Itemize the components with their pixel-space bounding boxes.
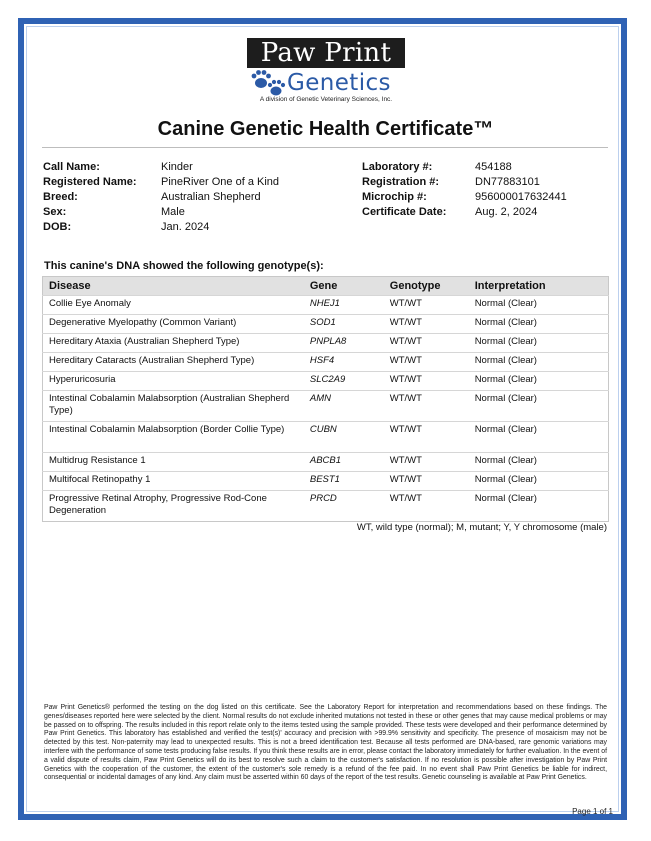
gene-cell: BEST1 <box>304 472 384 491</box>
table-row <box>43 453 609 472</box>
genotype-cell: WT/WT <box>384 296 469 315</box>
genotype-cell: WT/WT <box>384 422 469 453</box>
table-row <box>43 372 609 391</box>
table-row <box>43 391 609 422</box>
page-number: Page 1 of 1 <box>572 807 613 816</box>
logo-wordmark-bottom: Genetics <box>287 70 391 96</box>
genotype-cell: WT/WT <box>384 315 469 334</box>
sex-label: Sex: <box>43 206 67 218</box>
gene-cell: AMN <box>304 391 384 422</box>
genotype-legend: WT, wild type (normal); M, mutant; Y, Y chromosome (male) <box>356 522 607 533</box>
laboratory-row <box>362 160 567 175</box>
registration-label: Registration #: <box>362 176 440 188</box>
header-gene: Gene <box>304 277 384 296</box>
registration-value: DN77883101 <box>475 176 540 188</box>
microchip-value: 956000017632441 <box>475 191 567 203</box>
table-header-row <box>43 277 609 296</box>
header-interpretation: Interpretation <box>469 277 609 296</box>
interpretation-cell: Normal (Clear) <box>469 334 609 353</box>
dog-info <box>43 160 279 235</box>
gene-cell: SLC2A9 <box>304 372 384 391</box>
breed-label: Breed: <box>43 191 78 203</box>
disclaimer-text: Paw Print Genetics® performed the testing on the dog listed on this certificate. See the Laboratory Report for interpretation and recommendations based on these findings. The genes/diseases reported here were selected by the client. Normal results do not exclude inherited mutations not tested in these or other genes that may cause medical problems or may be passed on to offspring. The results included in this report relate only to the items tested using the sample provided. These tests were developed and their performance determined by Paw Print Genetics. This laboratory has established and verified the test(s)' accuracy and precision with >99.9% sensitivity and specificity. The presence of mosaicism may not be detected by this test. Non-paternity may lead to unexpected results. This is not a breed identification test. Because all tests performed are DNA-based, rare genomic variations may interfere with the performance of some tests producing false results. If you think these results are in error, please contact the laboratory immediately for further evaluation. In the event of a valid dispute of results claim, Paw Print Genetics will do its best to resolve such a claim to the customer's satisfaction. If no resolution is possible after investigation by Paw Print Genetics with the cooperation of the customer, the extent of the customer's sole remedy is a refund of the fee paid. In no event shall Paw Print Genetics be liable for indirect, consequential or incidental damages of any kind. Any claim must be asserted within 60 days of the report of the test results. Genetic counseling is available at Paw Print Genetics. <box>44 704 607 782</box>
genotype-cell: WT/WT <box>384 491 469 522</box>
interpretation-cell: Normal (Clear) <box>469 296 609 315</box>
sex-value: Male <box>161 206 185 218</box>
certificate-date-value: Aug. 2, 2024 <box>475 206 538 218</box>
header-disease: Disease <box>43 277 304 296</box>
disease-cell: Degenerative Myelopathy (Common Variant) <box>43 315 304 334</box>
registered-name-value: PineRiver One of a Kind <box>161 176 280 188</box>
table-row <box>43 422 609 453</box>
header-genotype: Genotype <box>384 277 469 296</box>
laboratory-value: 454188 <box>475 161 512 173</box>
registered-name-label: Registered Name: <box>43 176 137 188</box>
table-row <box>43 315 609 334</box>
call-name-value: Kinder <box>161 161 193 173</box>
dob-label: DOB: <box>43 221 72 233</box>
dob-value: Jan. 2024 <box>161 221 210 233</box>
logo <box>247 38 405 106</box>
interpretation-cell: Normal (Clear) <box>469 372 609 391</box>
interpretation-cell: Normal (Clear) <box>469 391 609 422</box>
interpretation-cell: Normal (Clear) <box>469 472 609 491</box>
gene-cell: PNPLA8 <box>304 334 384 353</box>
certificate-title: Canine Genetic Health Certificate™ <box>157 118 494 140</box>
microchip-row <box>362 190 567 205</box>
call-name-row <box>43 160 279 175</box>
interpretation-cell: Normal (Clear) <box>469 422 609 453</box>
registered-name-row <box>43 175 279 190</box>
breed-value: Australian Shepherd <box>161 191 261 203</box>
certificate-date-row <box>362 205 567 220</box>
laboratory-label: Laboratory #: <box>362 161 433 173</box>
gene-cell: NHEJ1 <box>304 296 384 315</box>
dob-row <box>43 220 279 235</box>
disease-cell: Hyperuricosuria <box>43 372 304 391</box>
disease-cell: Hereditary Ataxia (Australian Shepherd Type) <box>43 334 304 353</box>
genotype-cell: WT/WT <box>384 372 469 391</box>
results-heading: This canine's DNA showed the following genotype(s): <box>44 260 324 272</box>
call-name-label: Call Name: <box>43 161 100 173</box>
genotype-cell: WT/WT <box>384 353 469 372</box>
genotype-cell: WT/WT <box>384 453 469 472</box>
logo-wordmark-top: Paw Print <box>247 38 405 68</box>
microchip-label: Microchip #: <box>362 191 427 203</box>
disease-cell: Multidrug Resistance 1 <box>43 453 304 472</box>
genotype-cell: WT/WT <box>384 472 469 491</box>
table-row <box>43 334 609 353</box>
gene-cell: HSF4 <box>304 353 384 372</box>
disease-cell: Hereditary Cataracts (Australian Shepherd Type) <box>43 353 304 372</box>
table-row <box>43 296 609 315</box>
gene-cell: PRCD <box>304 491 384 522</box>
sex-row <box>43 205 279 220</box>
disease-cell: Progressive Retinal Atrophy, Progressive Rod-Cone Degeneration <box>43 491 304 522</box>
certificate-date-label: Certificate Date: <box>362 206 447 218</box>
lab-info <box>362 160 567 220</box>
table-row <box>43 491 609 522</box>
breed-row <box>43 190 279 205</box>
gene-cell: ABCB1 <box>304 453 384 472</box>
table-row <box>43 472 609 491</box>
interpretation-cell: Normal (Clear) <box>469 353 609 372</box>
title-divider <box>42 147 608 148</box>
genotype-table <box>42 276 609 522</box>
paw-prints-icon <box>249 67 289 99</box>
registration-row <box>362 175 567 190</box>
genotype-cell: WT/WT <box>384 334 469 353</box>
disease-cell: Multifocal Retinopathy 1 <box>43 472 304 491</box>
genotype-cell: WT/WT <box>384 391 469 422</box>
gene-cell: CUBN <box>304 422 384 453</box>
interpretation-cell: Normal (Clear) <box>469 315 609 334</box>
table-row <box>43 353 609 372</box>
disease-cell: Collie Eye Anomaly <box>43 296 304 315</box>
logo-tagline: A division of Genetic Veterinary Sciences, Inc. <box>259 96 393 103</box>
disease-cell: Intestinal Cobalamin Malabsorption (Australian Shepherd Type) <box>43 391 304 422</box>
gene-cell: SOD1 <box>304 315 384 334</box>
disease-cell: Intestinal Cobalamin Malabsorption (Border Collie Type) <box>43 422 304 453</box>
interpretation-cell: Normal (Clear) <box>469 491 609 522</box>
interpretation-cell: Normal (Clear) <box>469 453 609 472</box>
